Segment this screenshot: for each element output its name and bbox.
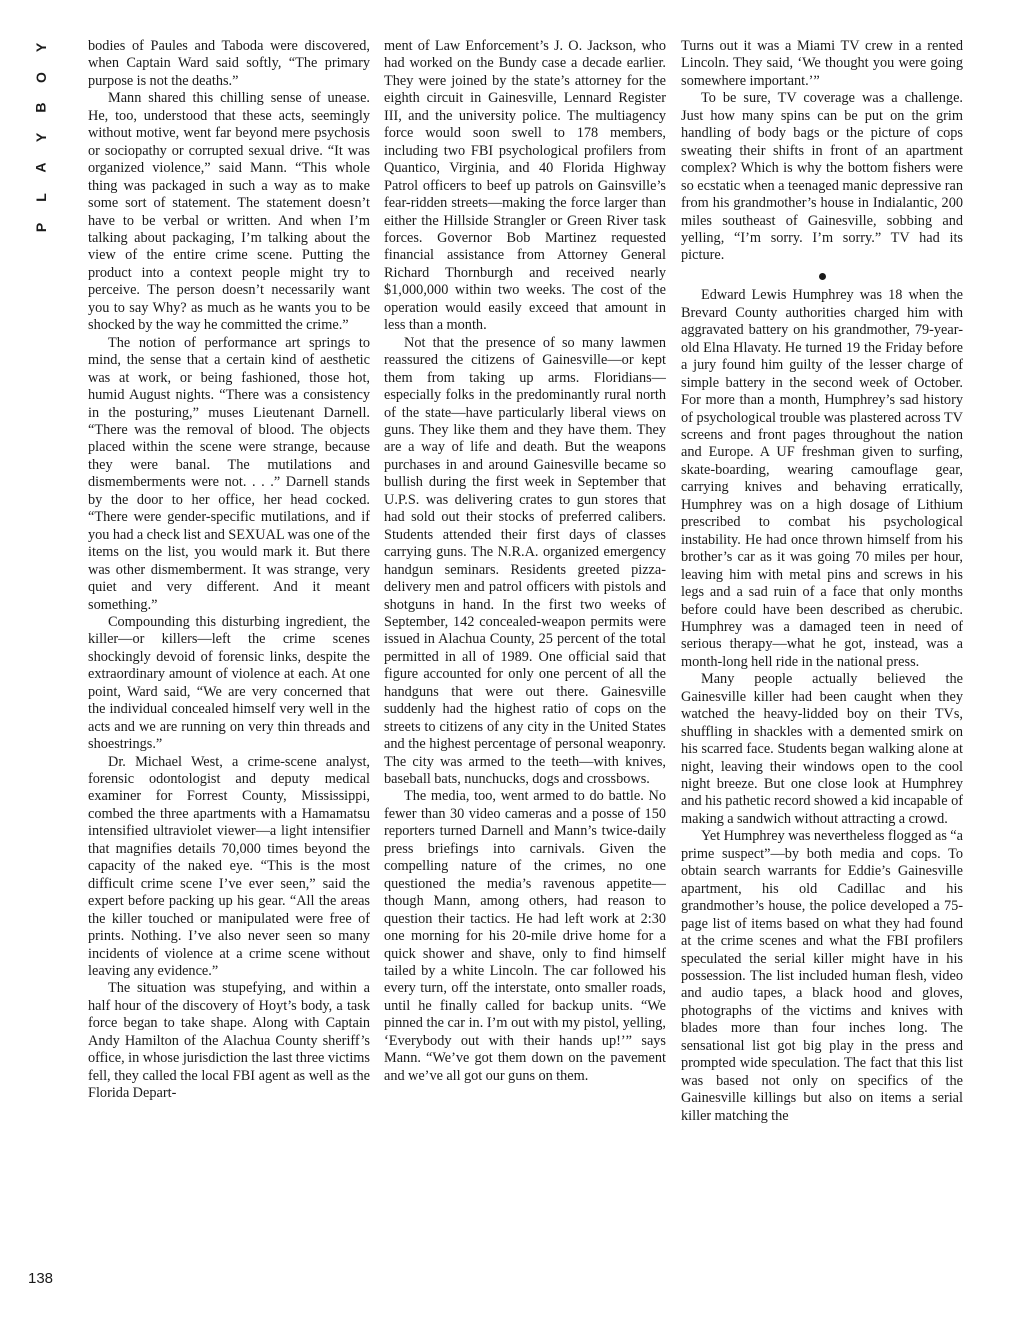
text-column-1 bbox=[88, 38, 370, 1288]
body-paragraph: The situation was stupefying, and within a half hour of the discovery of Hoyt’s body, a task force began to take shape. Along with Captain Andy Hamilton of the Alachua County sheriff’s office, in whose jurisdiction the last three victims fell, they called the local FBI agent as well as the Florida Depart- bbox=[88, 980, 370, 1102]
masthead-letter: P bbox=[33, 221, 49, 233]
body-paragraph: The notion of performance art springs to mind, the sense that a certain kind of aesthetic was at work, or being fashioned, those hot, humid August nights. “There was a consistency in the posturing,” muses Lieutenant Darnell. “There was the removal of blood. The objects placed within the scene were strange, because they were banal. The mutilations and dismemberments were not. . . .” Darnell stands by the door to her office, her head cocked. “There were gender-specific mutilations, and if you had a check list and SEXUAL was one of the items on the list, you would mark it. But there was other dismemberment. It was strange, very quiet and very different. And it meant something.” bbox=[88, 334, 370, 613]
body-paragraph: Turns out it was a Miami TV crew in a rented Lincoln. They said, ‘We thought you were going somewhere important.’” bbox=[681, 38, 963, 89]
body-paragraph: Compounding this disturbing ingredient, the killer—or killers—left the crime scenes shockingly devoid of forensic links, despite the extraordinary amount of violence at each. At one point, Ward said, “We are very concerned that the individual concealed himself very well in the acts and we are running on very thin threads and shoestrings.” bbox=[88, 613, 370, 753]
body-paragraph: To be sure, TV coverage was a challenge. Just how many spins can be put on the grim handling of body bags or the picture of cops sweating their shifts in front of an apartment complex? Which is why the bottom fishers were so ecstatic when a teenaged manic depressive ran from his grandmother’s house in Indialantic, 200 miles southeast of Gainesville, sobbing and yelling, “I’m sorry. I’m sorry.” TV had its picture. bbox=[681, 90, 963, 264]
section-separator bbox=[681, 267, 963, 284]
body-paragraph: The media, too, went armed to do battle. No fewer than 30 video cameras and a posse of 150 reporters turned Darnell and Mann’s twice-daily press briefings into carnivals. Given the compelling nature of the crimes, no one questioned the media’s ravenous appetite—though Mann, among others, had reason to question their tactics. He had left work at 2:30 one morning for his 20-mile drive home for a quick shower and shave, only to find himself tailed by a white Lincoln. The car followed his every turn, off the interstate, onto smaller roads, until he finally called for backup units. “We pinned the car in. I’m out with my pistol, yelling, ‘Everybody out with their hands up!’” says Mann. “We’ve got them down on the pavement and we’ve all got our guns on them. bbox=[384, 788, 666, 1084]
vertical-masthead bbox=[30, 40, 52, 234]
body-paragraph: Not that the presence of so many lawmen reassured the citizens of Gainesville—or kept them from taking up arms. Floridians—especially folks in the predominantly rural north of the state—have particularly liberal views on guns. They like them and they have them. They are a way of life and death. But the weapons purchases in and around Gainesville became so bullish during the first week in September that U.P.S. was delivering crates to gun stores that had sold out their stocks of preferred calibers. Students attended their first days of classes carrying guns. The N.R.A. organized emergency handgun seminars. Residents greeted pizza-delivery men and patrol officers with pistols and shotguns in hand. In the first two weeks of September, 142 concealed-weapon permits were issued in Alachua County, 25 percent of the total permitted in all of 1989. One official said that figure accounted for only one percent of all the handguns that were out there. Gainesville suddenly had the highest ratio of cops on the streets to citizens of any city in the United States and the highest percentage of personal weaponry. The city was armed to the teeth—with knives, baseball bats, nunchucks, dogs and crossbows. bbox=[384, 334, 666, 788]
body-paragraph: Many people actually believed the Gainesville killer had been caught when they watched the heavy-lidded boy on their TVs, shuffling in shackles with a demented smirk on his scarred face. Students began walking alone at night, leaving their windows open to the cool night breeze. But one close look at Humphrey and his pathetic record showed a kid incapable of making a sandwich without attracting a crowd. bbox=[681, 671, 963, 827]
bullet-dot-icon bbox=[819, 273, 826, 280]
body-paragraph: Yet Humphrey was nevertheless flogged as “a prime suspect”—by both media and cops. To obtain search warrants for Eddie’s Gainesville apartment, his old Cadillac and his grandmother’s house, the police developed a 75-page list of items based on what they had found at the crime scenes and what the FBI profilers speculated the serial killer might have in his possession. The list included human flesh, video and audio tapes, a black hood and gloves, photographs of the victims and knives with blades more than four inches long. The sensational list got big play in the press and prompted wide speculation. The fact that this list was based not only on specifics of the Gainesville killings but also on items a serial killer matching the bbox=[681, 828, 963, 1124]
masthead-letter: O bbox=[32, 71, 49, 83]
masthead-letter: A bbox=[33, 161, 49, 173]
masthead-letter: L bbox=[33, 192, 49, 202]
masthead-letter: Y bbox=[33, 41, 49, 53]
body-paragraph: ment of Law Enforcement’s J. O. Jackson, who had worked on the Bundy case a decade earlier. They were joined by the state’s attorney for the eighth circuit in Gainesville, Lennard Register III, and the university police. The multiagency force would soon swell to 178 members, including two FBI psychological profilers from Quantico, Virginia, and 40 Florida Highway Patrol officers to beef up patrols on Gainsville’s fear-ridden streets—making the force larger than either the Hillside Strangler or Green River task forces. Governor Bob Martinez requested financial assistance from Attorney General Richard Thornburgh and received nearly $1,000,000 within two weeks. The cost of the operation would easily exceed that amount in less than a month. bbox=[384, 38, 666, 334]
page-number: 138 bbox=[28, 1270, 54, 1287]
body-paragraph: Dr. Michael West, a crime-scene analyst, forensic odontologist and deputy medical examiner for Forrest County, Mississippi, combed the three apartments with a Hamamatsu intensified ultraviolet viewer—a light intensifier that magnifies details 70,000 times beyond the capacity of the naked eye. “This is the most difficult crime scene I’ve ever seen,” said the expert before packing up his gear. “All the areas the killer touched or manipulated were free of prints. Nothing. I’ve also never seen so many incidents of violence at a crime scene without leaving any evidence.” bbox=[88, 753, 370, 980]
text-column-2 bbox=[384, 38, 666, 1288]
text-column-3 bbox=[681, 38, 963, 1288]
body-paragraph: bodies of Paules and Taboda were discovered, when Captain Ward said softly, “The primary purpose is not the deaths.” bbox=[88, 38, 370, 89]
body-paragraph: Edward Lewis Humphrey was 18 when the Brevard County authorities charged him with aggravated battery on his grandmother, 79-year-old Elna Hlavaty. He turned 19 the Friday before a jury found him guilty of the lesser charge of simple battery in the second week of October. For more than a month, Humphrey’s sad history of psychological trouble was plastered across TV screens and front pages throughout the nation and Europe. A UF freshman given to surfing, skate-boarding, wearing camouflage gear, carrying knives and behaving erratically, Humphrey was on a high dosage of Lithium prescribed to combat his psychological instability. He had once thrown himself from his brother’s car as it was going 70 miles per hour, leaving him with metal pins and screws in his legs and a sad ruin of a face that only months before could have been described as cherubic. Humphrey was a damaged teen in need of serious therapy—what he got, instead, was a month-long hell ride in the national press. bbox=[681, 287, 963, 670]
body-paragraph: Mann shared this chilling sense of unease. He, too, understood that these acts, seemingly without motive, went far beyond mere psychosis or sociopathy or corrupted sexual drive. “It was organized violence,” said Mann. “This whole thing was packaged in such a way as to make some sort of statement. The statement doesn’t have to be verbal or written. And when I’m talking about packaging, I’m talking about the view of the entire crime scene. Putting the product into a context people might try to perceive. The person doesn’t necessarily want you to say Why? as much as he wants you to be shocked by the way he committed the crime.” bbox=[88, 90, 370, 334]
masthead-letter: Y bbox=[33, 131, 49, 143]
masthead-letter: B bbox=[33, 101, 49, 113]
